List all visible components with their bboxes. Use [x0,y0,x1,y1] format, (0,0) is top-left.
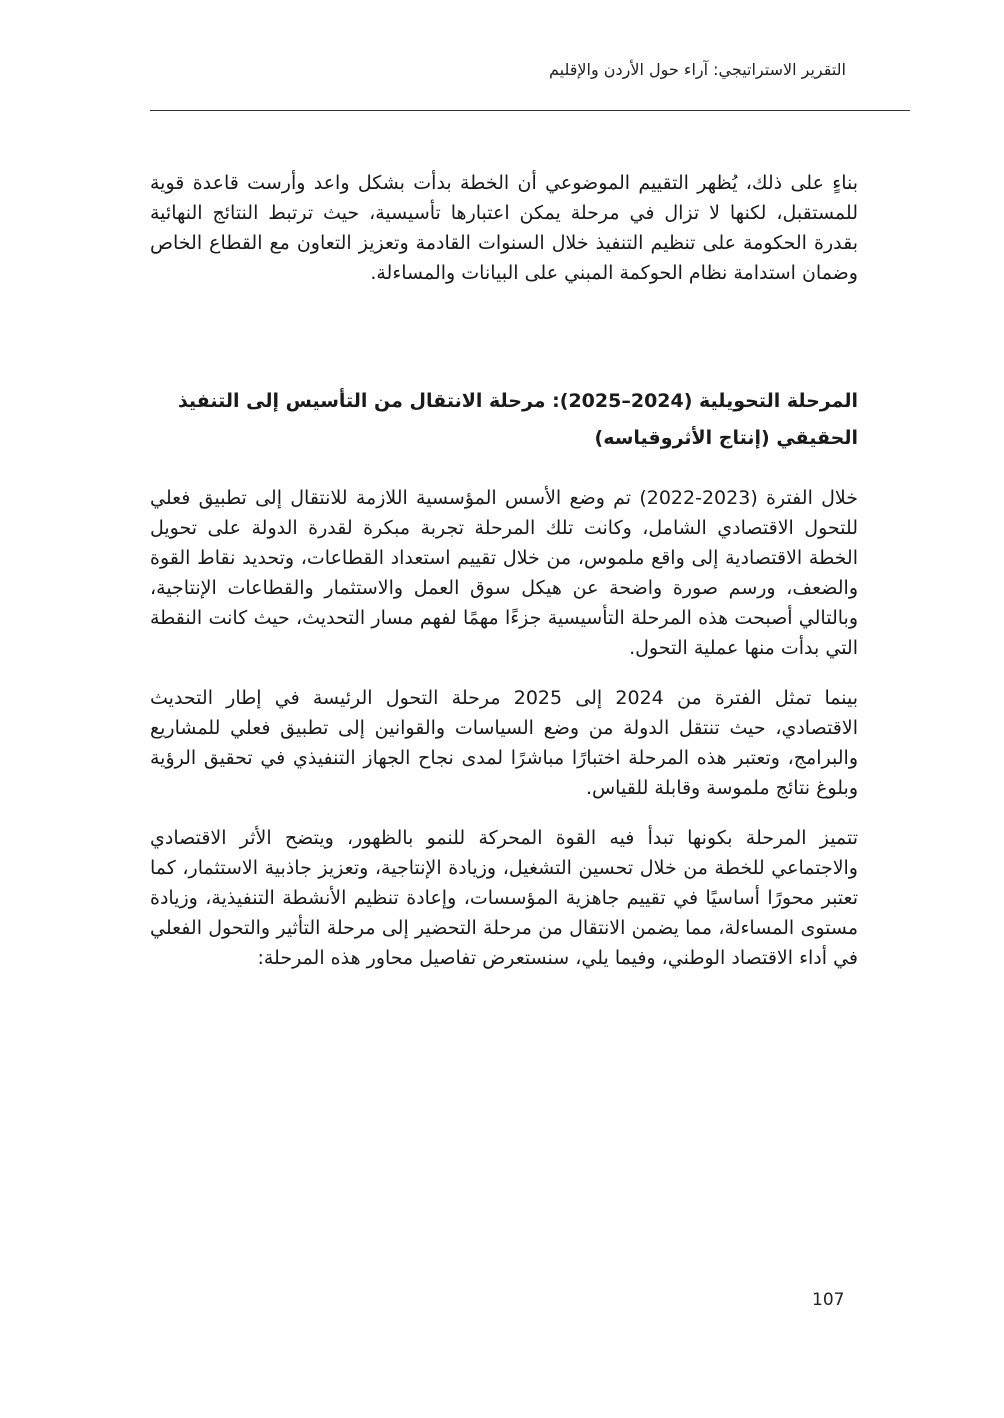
running-header: التقرير الاستراتيجي: آراء حول الأردن والإقليم [548,60,846,79]
page-content [150,168,858,993]
body-paragraph-1: خلال الفترة (2023-2022) تم وضع الأسس المؤسسية اللازمة للانتقال إلى تطبيق فعلي للتحول الاقتصادي الشامل، وكانت تلك المرحلة تجربة مبكرة لقدرة الدولة على تحويل الخطة الاقتصادية إلى واقع ملموس، من خلال تقييم استعداد القطاعات، وتحديد نقاط القوة والضعف، ورسم صورة واضحة عن هيكل سوق العمل والاستثمار والقطاعات الإنتاجية، وبالتالي أصبحت هذه المرحلة التأسيسية جزءًا مهمًا لفهم مسار التحديث، حيث كانت النقطة التي بدأت منها عملية التحول. [150,487,858,659]
intro-paragraph: بناءٍ على ذلك، يُظهر التقييم الموضوعي أن الخطة بدأت بشكل واعد وأرست قاعدة قوية للمستقبل، لكنها لا تزال في مرحلة يمكن اعتبارها تأسيسية، حيث ترتبط النتائج النهائية بقدرة الحكومة على تنظيم التنفيذ خلال السنوات القادمة وتعزيز التعاون مع القطاع الخاص وضمان استدامة نظام الحوكمة المبني على البيانات والمساءلة. [150,172,858,284]
header-divider [150,110,910,111]
body-paragraph-3: تتميز المرحلة بكونها تبدأ فيه القوة المحركة للنمو بالظهور، ويتضح الأثر الاقتصادي والاجتماعي للخطة من خلال تحسين التشغيل، وزيادة الإنتاجية، وتعزيز جاذبية الاستثمار، كما تعتبر محورًا أساسيًا في تقييم جاهزية المؤسسات، وإعادة تنظيم الأنشطة التنفيذية، وزيادة مستوى المساءلة، مما يضمن الانتقال من مرحلة التحضير إلى مرحلة التأثير والتحول الفعلي في أداء الاقتصاد الوطني، وفيما يلي، سنستعرض تفاصيل محاور هذه المرحلة: [150,827,858,969]
page-number: 107 [812,1290,845,1310]
body-paragraph-2: بينما تمثل الفترة من 2024 إلى 2025 مرحلة التحول الرئيسة في إطار التحديث الاقتصادي، حيث تنتقل الدولة من وضع السياسات والقوانين إلى تطبيق فعلي للمشاريع والبرامج، وتعتبر هذه المرحلة اختبارًا مباشرًا لمدى نجاح الجهاز التنفيذي في تحقيق الرؤية وبلوغ نتائج ملموسة وقابلة للقياس. [150,687,858,799]
section-heading: المرحلة التحويلية (2024–2025): مرحلة الانتقال من التأسيس إلى التنفيذ الحقيقي (إنتاج الأثروقياسه) [177,390,858,449]
